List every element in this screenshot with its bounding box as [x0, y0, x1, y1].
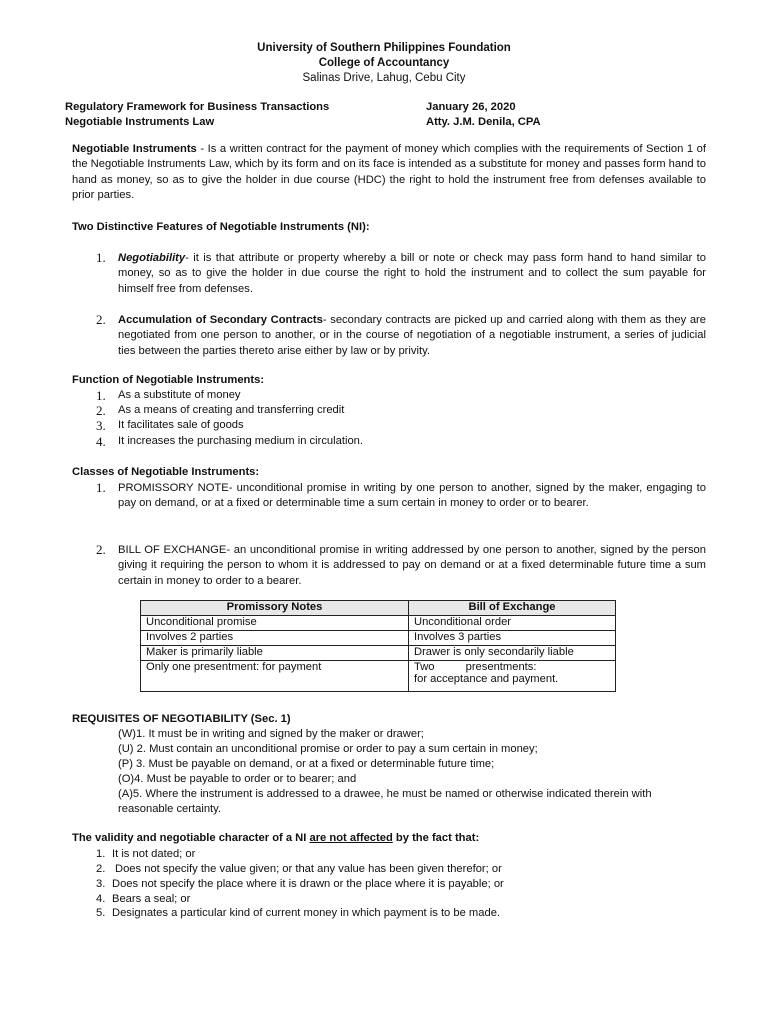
validity-item: Does not specify the value given; or that any value has been given therefor; or: [115, 863, 502, 875]
table-cell: Two presentments: for acceptance and payment.: [409, 661, 616, 692]
function-number: 1.: [96, 388, 106, 403]
validity-heading-emphasis: are not affected: [309, 832, 393, 844]
class-item: [118, 543, 706, 589]
feature-number: 2.: [96, 312, 106, 327]
feature-number: 1.: [96, 250, 106, 265]
table-cell: Drawer is only secondarily liable: [409, 646, 616, 661]
validity-item: Designates a particular kind of current money in which payment is to be made.: [112, 907, 501, 919]
requisite-item: (O)4. Must be payable to order or to bearer; and: [118, 773, 357, 785]
table-row: [141, 661, 616, 692]
feature-term: Accumulation of Secondary Contracts: [118, 314, 323, 326]
class-term: BILL OF EXCHANGE: [118, 544, 227, 556]
validity-number: 5.: [96, 907, 106, 919]
table-header-cell: Bill of Exchange: [409, 601, 616, 616]
university-name: University of Southern Philippines Foundation: [257, 42, 511, 54]
class-term: PROMISSORY NOTE: [118, 482, 229, 494]
table-cell: Unconditional promise: [141, 616, 409, 631]
table-row: [141, 631, 616, 646]
table-cell: Unconditional order: [409, 616, 616, 631]
feature-term: Negotiability: [118, 252, 186, 264]
function-item: It facilitates sale of goods: [118, 419, 244, 431]
validity-item: Does not specify the place where it is drawn or the place where it is payable; or: [112, 878, 504, 890]
validity-item: It is not dated; or: [112, 848, 196, 860]
college-name: College of Accountancy: [318, 57, 450, 69]
table-cell: Maker is primarily liable: [141, 646, 409, 661]
requisite-item: (W)1. It must be in writing and signed by the maker or drawer;: [118, 728, 424, 740]
requisite-item: (P) 3. Must be payable on demand, or at a fixed or determinable future time;: [118, 758, 495, 770]
requisites-heading: REQUISITES OF NEGOTIABILITY (Sec. 1): [72, 713, 291, 725]
validity-number: 4.: [96, 893, 106, 905]
table-header-cell: Promissory Notes: [141, 601, 409, 616]
definition-term: Negotiable Instruments: [72, 143, 197, 155]
function-number: 4.: [96, 434, 106, 449]
instructor: Atty. J.M. Denila, CPA: [426, 116, 541, 128]
function-item: As a means of creating and transferring credit: [118, 404, 345, 416]
feature-item: [118, 313, 706, 359]
table-cell: Involves 2 parties: [141, 631, 409, 646]
class-text: - unconditional promise in writing by one person to another, signed by the maker, engaging to pay on demand, or at a fixed or determinable time a sum certain in money to order or to bearer.: [118, 482, 706, 510]
validity-heading-pre: The validity and negotiable character of a NI: [72, 832, 310, 844]
course-title: Regulatory Framework for Business Transactions: [65, 101, 330, 113]
function-number: 3.: [96, 418, 106, 433]
class-text: - an unconditional promise in writing addressed by one person to another, signed by the person giving it requiring the person to whom it is addressed to pay on demand or at a fixed determinable future time a sum certain in money to order to a bearer.: [118, 544, 706, 587]
definition-paragraph: [72, 142, 706, 203]
validity-heading: [72, 832, 479, 844]
validity-heading-post: by the fact that:: [392, 832, 480, 844]
requisite-item: (A)5. Where the instrument is addressed to a drawee, he must be named or otherwise indicated therein with reasonable certainty.: [118, 788, 652, 816]
function-item: It increases the purchasing medium in circulation.: [118, 435, 363, 447]
table-header-row: [141, 601, 616, 616]
validity-number: 1.: [96, 848, 106, 860]
validity-number: 2.: [96, 863, 106, 875]
feature-item: [118, 251, 706, 297]
validity-item: Bears a seal; or: [112, 893, 191, 905]
function-number: 2.: [96, 403, 106, 418]
class-number: 1.: [96, 480, 106, 495]
classes-heading: Classes of Negotiable Instruments:: [72, 466, 260, 478]
date: January 26, 2020: [426, 101, 516, 113]
function-item: As a substitute of money: [118, 389, 241, 401]
definition-text: - Is a written contract for the payment of money which complies with the requirements of Section 1 of the Negotiable Instruments Law, which by its form and on its face is intended as a substitute for money and passes form hand to hand as money, so as to give the holder in due course (HDC) the right to hold the instrument free from defenses available to prior parties.: [72, 143, 706, 201]
features-heading: Two Distinctive Features of Negotiable Instruments (NI):: [72, 221, 370, 233]
topic-title: Negotiable Instruments Law: [65, 116, 215, 128]
comparison-table: [140, 600, 616, 692]
class-number: 2.: [96, 542, 106, 557]
feature-text: - secondary contracts are picked up and carried along with them as they are negotiated from one person to another, or in the course of negotiation of a negotiable instrument, a series of judicial ties between the parties thereto arise either by law or by privity.: [118, 314, 706, 357]
table-row: [141, 616, 616, 631]
address: Salinas Drive, Lahug, Cebu City: [302, 72, 466, 84]
table-cell: Involves 3 parties: [409, 631, 616, 646]
feature-text: - it is that attribute or property whereby a bill or note or check may pass form hand to hand similar to money, so as to give the holder in due course the right to hold the instrument and to collect the sum payable for himself free from defenses.: [118, 252, 706, 295]
class-item: [118, 481, 706, 512]
table-cell: Only one presentment: for payment: [141, 661, 409, 692]
functions-heading: Function of Negotiable Instruments:: [72, 374, 265, 386]
requisite-item: (U) 2. Must contain an unconditional promise or order to pay a sum certain in money;: [118, 743, 538, 755]
table-row: [141, 646, 616, 661]
validity-number: 3.: [96, 878, 106, 890]
